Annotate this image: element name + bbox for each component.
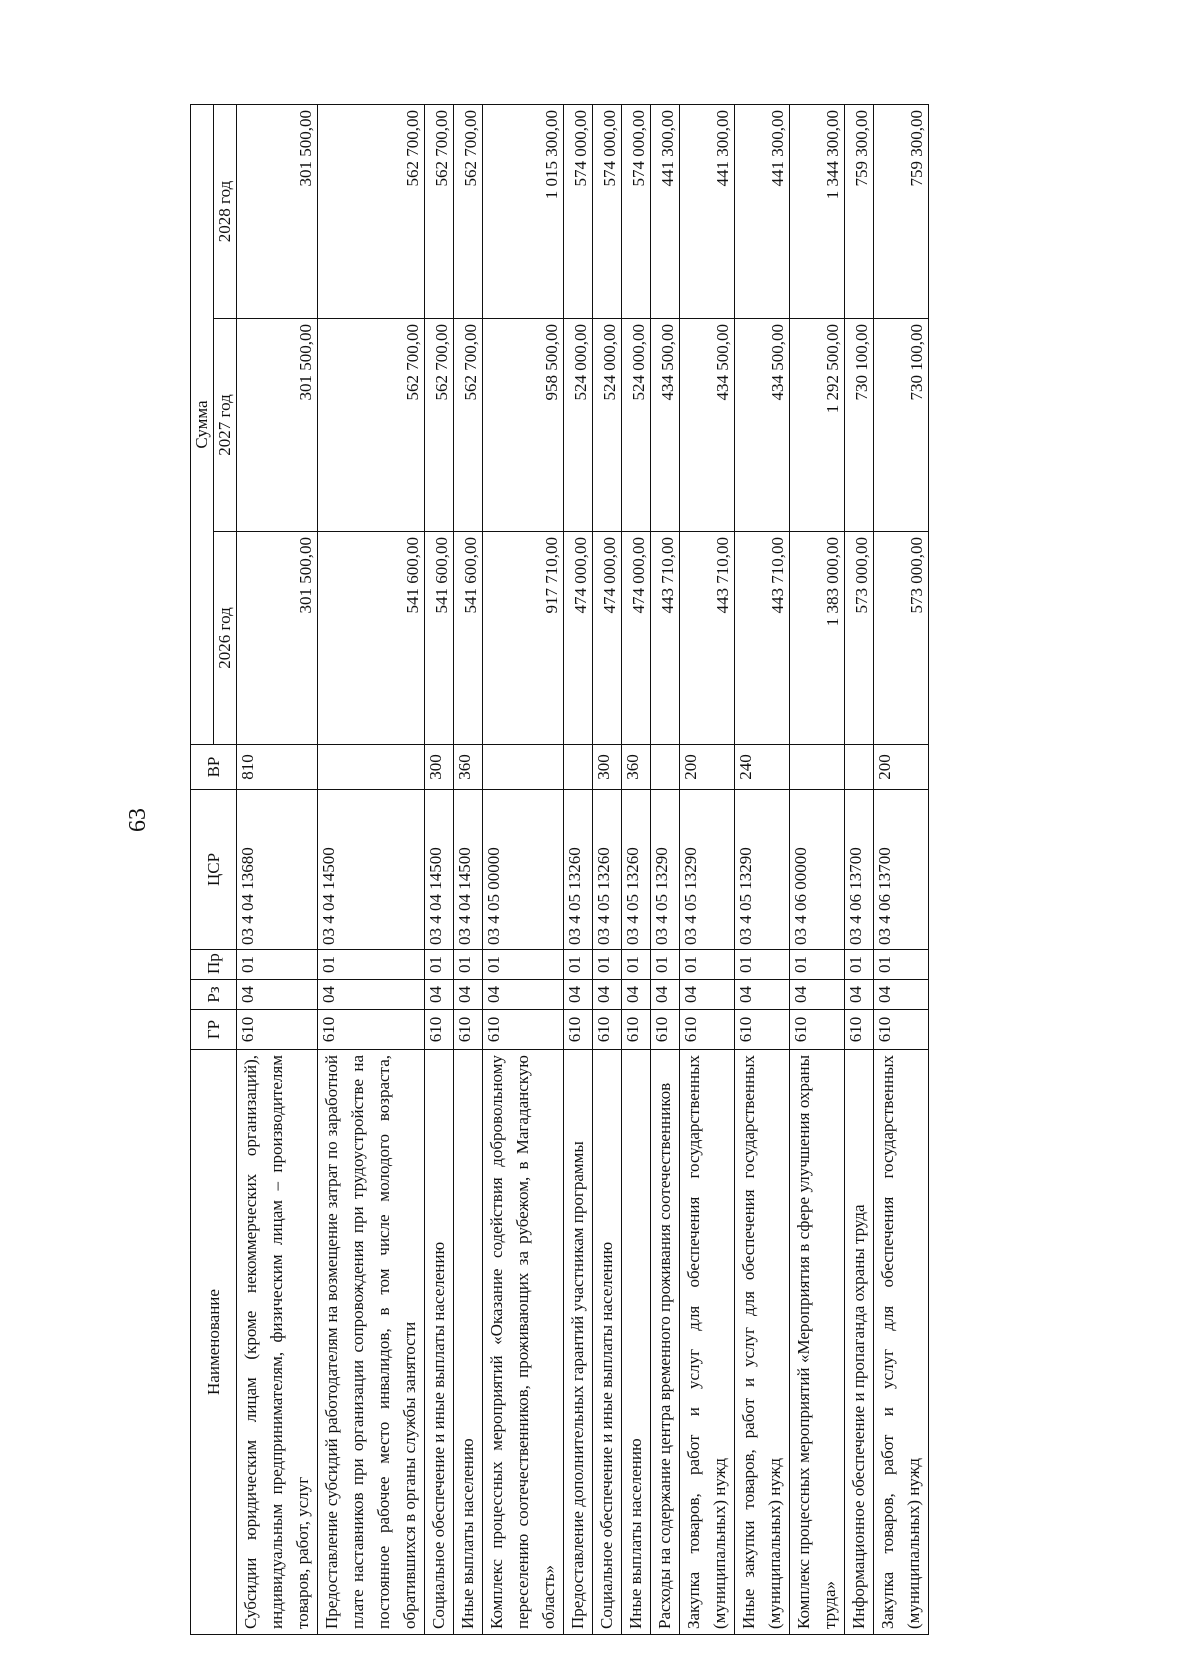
row-name-cell: Субсидии юридическим лицам (кроме некоммерческих организаций), индивидуальным предпринимателям, физическим лицам – производителям товаров, работ, услуг [237, 1050, 318, 1635]
row-name-cell: Иные закупки товаров, работ и услуг для обеспечения государственных (муниципальных) нужд [735, 1050, 790, 1635]
row-pr-cell: 01 [237, 950, 318, 980]
row-2028-cell: 562 700,00 [425, 104, 454, 318]
row-csr-cell: 03 4 05 13260 [622, 790, 651, 950]
row-rz-cell: 04 [318, 980, 425, 1010]
page-number: 63 [125, 808, 151, 832]
row-rz-cell: 04 [874, 980, 929, 1010]
row-gr-cell: 610 [454, 1010, 483, 1050]
header-2026: 2026 год [214, 532, 237, 745]
row-vr-cell: 300 [593, 745, 622, 790]
row-2026-cell: 474 000,00 [622, 532, 651, 745]
row-2027-cell: 434 500,00 [735, 319, 790, 532]
row-rz-cell: 04 [622, 980, 651, 1010]
table-row [622, 104, 651, 1634]
table-body [237, 104, 929, 1634]
row-pr-cell: 01 [593, 950, 622, 980]
row-pr-cell: 01 [735, 950, 790, 980]
row-2028-cell: 441 300,00 [651, 104, 680, 318]
table-row [425, 104, 454, 1634]
header-csr: ЦСР [191, 790, 237, 950]
row-gr-cell: 610 [845, 1010, 874, 1050]
budget-table-rotated [190, 105, 1060, 1635]
row-2028-cell: 562 700,00 [318, 104, 425, 318]
row-2026-cell: 917 710,00 [483, 532, 564, 745]
row-pr-cell: 01 [874, 950, 929, 980]
row-vr-cell [651, 745, 680, 790]
row-rz-cell: 04 [790, 980, 845, 1010]
row-gr-cell: 610 [680, 1010, 735, 1050]
row-2026-cell: 474 000,00 [564, 532, 593, 745]
row-2026-cell: 474 000,00 [593, 532, 622, 745]
row-csr-cell: 03 4 04 14500 [454, 790, 483, 950]
row-2026-cell: 443 710,00 [680, 532, 735, 745]
row-2027-cell: 301 500,00 [237, 319, 318, 532]
row-2027-cell: 524 000,00 [622, 319, 651, 532]
row-2026-cell: 443 710,00 [651, 532, 680, 745]
table-row [483, 104, 564, 1634]
row-gr-cell: 610 [483, 1010, 564, 1050]
row-2027-cell: 730 100,00 [874, 319, 929, 532]
row-name-cell: Предоставление субсидий работодателям на возмещение затрат по заработной плате наставников при организации сопровождения при трудоустройстве на постоянное рабочее место инвалидов, в том числе молодого возраста, обратившихся в органы службы занятости [318, 1050, 425, 1635]
row-pr-cell: 01 [454, 950, 483, 980]
table-row [845, 104, 874, 1634]
row-pr-cell: 01 [564, 950, 593, 980]
row-2027-cell: 562 700,00 [454, 319, 483, 532]
row-csr-cell: 03 4 06 13700 [874, 790, 929, 950]
row-name-cell: Иные выплаты населению [622, 1050, 651, 1635]
row-2028-cell: 574 000,00 [622, 104, 651, 318]
row-2027-cell: 730 100,00 [845, 319, 874, 532]
row-gr-cell: 610 [651, 1010, 680, 1050]
row-gr-cell: 610 [735, 1010, 790, 1050]
row-gr-cell: 610 [564, 1010, 593, 1050]
row-2026-cell: 573 000,00 [845, 532, 874, 745]
row-gr-cell: 610 [790, 1010, 845, 1050]
row-2027-cell: 524 000,00 [564, 319, 593, 532]
row-pr-cell: 01 [318, 950, 425, 980]
row-2026-cell: 573 000,00 [874, 532, 929, 745]
table-row [564, 104, 593, 1634]
row-2027-cell: 1 292 500,00 [790, 319, 845, 532]
row-2026-cell: 541 600,00 [425, 532, 454, 745]
header-2027: 2027 год [214, 319, 237, 532]
row-2028-cell: 562 700,00 [454, 104, 483, 318]
row-rz-cell: 04 [845, 980, 874, 1010]
header-name: Наименование [191, 1050, 237, 1635]
row-vr-cell [845, 745, 874, 790]
row-2026-cell: 301 500,00 [237, 532, 318, 745]
row-name-cell: Комплекс процессных мероприятий «Оказание содействия добровольному переселению соотечественников, проживающих за рубежом, в Магаданскую область» [483, 1050, 564, 1635]
row-csr-cell: 03 4 04 13680 [237, 790, 318, 950]
row-vr-cell: 240 [735, 745, 790, 790]
row-csr-cell: 03 4 06 13700 [845, 790, 874, 950]
row-vr-cell: 810 [237, 745, 318, 790]
row-vr-cell: 200 [874, 745, 929, 790]
table-row [790, 104, 845, 1634]
row-pr-cell: 01 [425, 950, 454, 980]
row-2027-cell: 562 700,00 [425, 319, 454, 532]
row-2027-cell: 434 500,00 [680, 319, 735, 532]
row-pr-cell: 01 [483, 950, 564, 980]
table-header [191, 104, 237, 1634]
row-2026-cell: 1 383 000,00 [790, 532, 845, 745]
row-name-cell: Предоставление дополнительных гарантий участникам программы [564, 1050, 593, 1635]
row-vr-cell: 200 [680, 745, 735, 790]
row-name-cell: Иные выплаты населению [454, 1050, 483, 1635]
row-csr-cell: 03 4 05 13260 [564, 790, 593, 950]
header-sum: Сумма [191, 104, 214, 744]
row-gr-cell: 610 [237, 1010, 318, 1050]
row-name-cell: Расходы на содержание центра временного проживания соотечественников [651, 1050, 680, 1635]
row-csr-cell: 03 4 05 13260 [593, 790, 622, 950]
header-rz: Рз [191, 980, 237, 1010]
row-rz-cell: 04 [735, 980, 790, 1010]
row-gr-cell: 610 [622, 1010, 651, 1050]
row-rz-cell: 04 [651, 980, 680, 1010]
row-2028-cell: 1 344 300,00 [790, 104, 845, 318]
row-2028-cell: 301 500,00 [237, 104, 318, 318]
row-vr-cell [564, 745, 593, 790]
row-2026-cell: 443 710,00 [735, 532, 790, 745]
table-row [318, 104, 425, 1634]
row-pr-cell: 01 [651, 950, 680, 980]
row-gr-cell: 610 [425, 1010, 454, 1050]
table-row [680, 104, 735, 1634]
row-2027-cell: 562 700,00 [318, 319, 425, 532]
table-row [454, 104, 483, 1634]
budget-table [190, 104, 929, 1635]
row-csr-cell: 03 4 06 00000 [790, 790, 845, 950]
row-csr-cell: 03 4 04 14500 [425, 790, 454, 950]
row-2026-cell: 541 600,00 [318, 532, 425, 745]
row-csr-cell: 03 4 05 00000 [483, 790, 564, 950]
header-vr: ВР [191, 745, 237, 790]
row-rz-cell: 04 [454, 980, 483, 1010]
header-pr: Пр [191, 950, 237, 980]
row-rz-cell: 04 [425, 980, 454, 1010]
table-row [735, 104, 790, 1634]
row-vr-cell [318, 745, 425, 790]
row-gr-cell: 610 [874, 1010, 929, 1050]
row-pr-cell: 01 [680, 950, 735, 980]
row-vr-cell: 360 [454, 745, 483, 790]
row-vr-cell: 360 [622, 745, 651, 790]
table-row [651, 104, 680, 1634]
row-2028-cell: 441 300,00 [680, 104, 735, 318]
row-rz-cell: 04 [680, 980, 735, 1010]
row-pr-cell: 01 [622, 950, 651, 980]
row-rz-cell: 04 [237, 980, 318, 1010]
header-gr: ГР [191, 1010, 237, 1050]
row-rz-cell: 04 [564, 980, 593, 1010]
row-pr-cell: 01 [845, 950, 874, 980]
row-2026-cell: 541 600,00 [454, 532, 483, 745]
row-name-cell: Комплекс процессных мероприятий «Мероприятия в сфере улучшения охраны труда» [790, 1050, 845, 1635]
row-name-cell: Закупка товаров, работ и услуг для обеспечения государственных (муниципальных) нужд [874, 1050, 929, 1635]
table-row [593, 104, 622, 1634]
row-2027-cell: 958 500,00 [483, 319, 564, 532]
row-csr-cell: 03 4 05 13290 [735, 790, 790, 950]
table-row [874, 104, 929, 1634]
row-vr-cell: 300 [425, 745, 454, 790]
row-gr-cell: 610 [318, 1010, 425, 1050]
header-2028: 2028 год [214, 104, 237, 318]
row-rz-cell: 04 [593, 980, 622, 1010]
row-2027-cell: 524 000,00 [593, 319, 622, 532]
row-2028-cell: 574 000,00 [564, 104, 593, 318]
row-name-cell: Социальное обеспечение и иные выплаты населению [593, 1050, 622, 1635]
row-vr-cell [790, 745, 845, 790]
row-csr-cell: 03 4 05 13290 [651, 790, 680, 950]
row-2028-cell: 759 300,00 [874, 104, 929, 318]
row-name-cell: Информационное обеспечение и пропаганда охраны труда [845, 1050, 874, 1635]
row-gr-cell: 610 [593, 1010, 622, 1050]
row-2028-cell: 574 000,00 [593, 104, 622, 318]
row-2027-cell: 434 500,00 [651, 319, 680, 532]
row-name-cell: Закупка товаров, работ и услуг для обеспечения государственных (муниципальных) нужд [680, 1050, 735, 1635]
row-rz-cell: 04 [483, 980, 564, 1010]
row-2028-cell: 759 300,00 [845, 104, 874, 318]
row-csr-cell: 03 4 04 14500 [318, 790, 425, 950]
row-vr-cell [483, 745, 564, 790]
table-row [237, 104, 318, 1634]
row-2028-cell: 441 300,00 [735, 104, 790, 318]
row-pr-cell: 01 [790, 950, 845, 980]
row-csr-cell: 03 4 05 13290 [680, 790, 735, 950]
row-name-cell: Социальное обеспечение и иные выплаты населению [425, 1050, 454, 1635]
row-2028-cell: 1 015 300,00 [483, 104, 564, 318]
